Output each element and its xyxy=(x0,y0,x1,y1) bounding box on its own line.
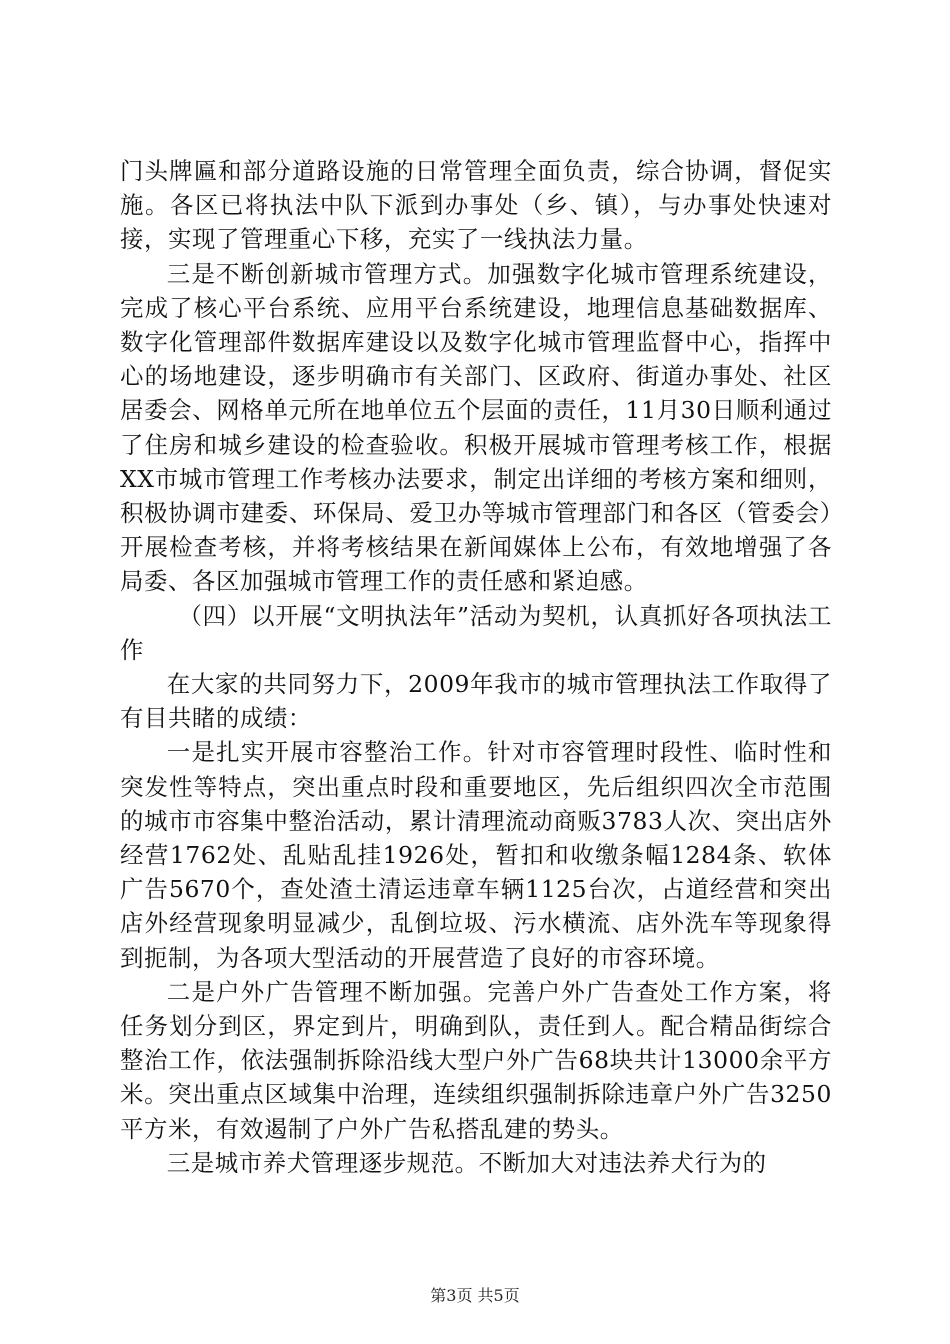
page-footer: 第3页 共5页 xyxy=(430,1286,520,1305)
section-heading: （四）以开展“文明执法年”活动为契机，认真抓好各项执法工作 xyxy=(120,601,832,664)
paragraph: 一是扎实开展市容整治工作。针对市容管理时段性、临时性和突发性等特点，突出重点时段和重要地区，先后组织四次全市范围的城市市容集中整治活动，累计清理流动商贩3783人次、突出店外经营1762处、乱贴乱挂1926处，暂扣和收缴条幅1284条、软体广告5670个，查处渣土清运违章车辆1125台次，占道经营和突出店外经营现象明显减少，乱倒垃圾、污水横流、店外洗车等现象得到扼制，为各项大型活动的开展营造了良好的市容环境。 xyxy=(120,738,832,972)
paragraph: 三是城市养犬管理逐步规范。不断加大对违法养犬行为的 xyxy=(166,1148,767,1177)
document-body xyxy=(120,154,832,1180)
paragraph: 在大家的共同努力下，2009年我市的城市管理执法工作取得了有目共睹的成绩： xyxy=(120,670,832,733)
paragraph: 二是户外广告管理不断加强。完善户外广告查处工作方案，将任务划分到区，界定到片，明确到队，责任到人。配合精品街综合整治工作，依法强制拆除沿线大型户外广告68块共计13000余平方米。突出重点区域集中治理，连续组织强制拆除违章户外广告3250平方米，有效遏制了户外广告私搭乱建的势头。 xyxy=(120,977,832,1143)
paragraph: 三是不断创新城市管理方式。加强数字化城市管理系统建设，完成了核心平台系统、应用平台系统建设，地理信息基础数据库、数字化管理部件数据库建设以及数字化城市管理监督中心，指挥中心的场地建设，逐步明确市有关部门、区政府、街道办事处、社区居委会、网格单元所在地单位五个层面的责任，11月30日顺利通过了住房和城乡建设的检查验收。积极开展城市管理考核工作，根据XX市城市管理工作考核办法要求，制定出详细的考核方案和细则，积极协调市建委、环保局、爱卫办等城市管理部门和各区（管委会）开展检查考核，并将考核结果在新闻媒体上公布，有效地增强了各局委、各区加强城市管理工作的责任感和紧迫感。 xyxy=(120,259,832,596)
paragraph: 门头牌匾和部分道路设施的日常管理全面负责，综合协调，督促实施。各区已将执法中队下派到办事处（乡、镇），与办事处快速对接，实现了管理重心下移，充实了一线执法力量。 xyxy=(120,157,832,254)
